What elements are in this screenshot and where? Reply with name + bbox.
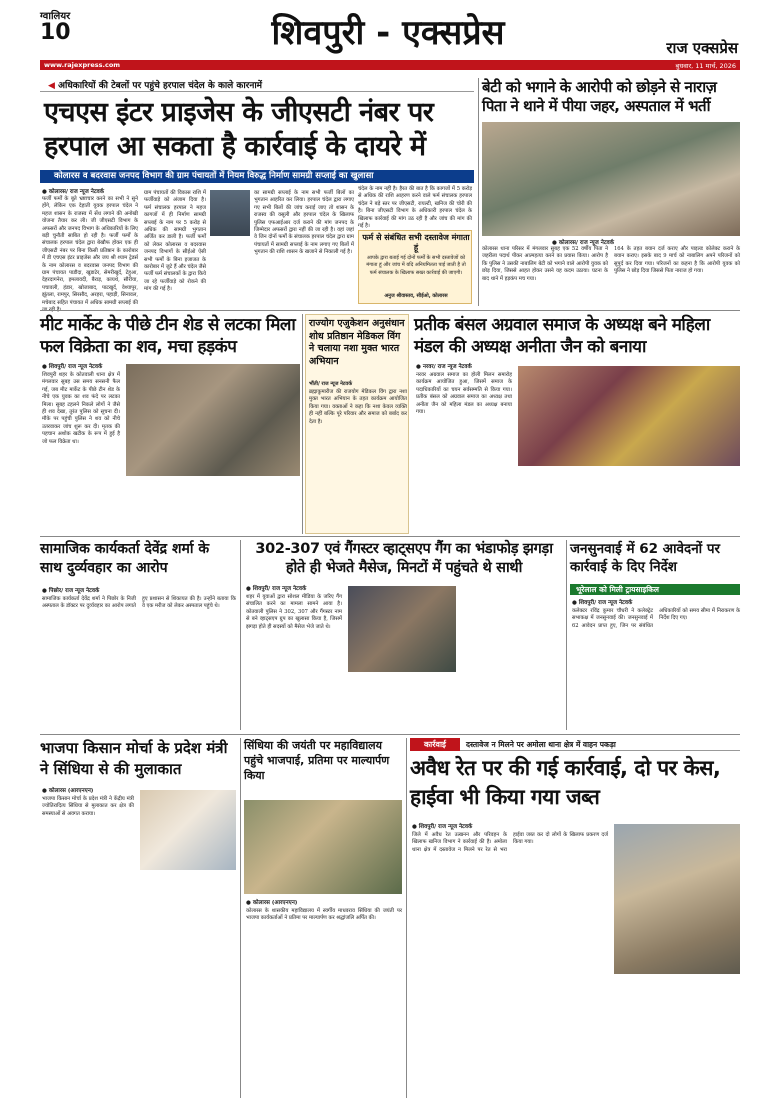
story-father-poison [482, 78, 740, 306]
divider [40, 310, 740, 311]
story2-byline-text: कोलारस/ राज न्यूज नेटवर्क [558, 240, 615, 246]
story7-photo [348, 586, 456, 672]
quote-title: फर्म से संबंधित सभी दस्तावेज मंगाता हूं [362, 233, 470, 252]
story1-body-col3: का सामग्री सप्लाई के नाम सभी फर्जी बिलों का भुगतान आहरित कर लिया। हरपाल चंदेल द्वारा लगाए गए सभी बिलों की जांच कराई जाए तो शासन के राजस्व की वसूली और हरपाल चंदेल के खिलाफ पुलिस एफआईआर दर्ज कराने की मांग जनपद के जिम्मेदार अफसरों द्वारा नहीं की जा रही है। वहां जहां वे जिन दोनों फर्मों के संचालक हरपाल चंदेल द्वारा ग्राम पंचायतों में सामग्री सप्लाई के नाम लगाए गए बिलों में भुगतान की राशि शासन के खजाने से निकाली गई है। [254, 190, 354, 256]
pin-icon: ● [42, 364, 49, 370]
story2-headline: बेटी को भगाने के आरोपी को छोड़ने से नाराज़ पिता ने थाने में पीया जहर, अस्पताल में भर्ती [482, 78, 717, 115]
story9-byline [42, 786, 142, 794]
masthead-title: शिवपुरी - एक्सप्रेस [271, 13, 505, 53]
story10-byline [246, 898, 346, 906]
story4-body: ब्रह्माकुमारीज की राजयोग मेडिकल विंग द्वारा नशा मुक्त भारत अभियान के तहत कार्यक्रम आयोजित किया गया। वक्ताओं ने कहा कि नशा केवल व्यक्ति ही नहीं बल्कि पूरे परिवार और समाज को बर्बाद कर देता है। [309, 389, 407, 425]
story7-byline [246, 584, 346, 592]
story11-kicker: दस्तावेज न मिलने पर अमोला थाना क्षेत्र में वाहन पकड़ा [466, 740, 616, 749]
pin-icon: ● [42, 588, 49, 594]
pin-icon: ● [246, 586, 253, 592]
story8-subbar: भूरेलाल को मिली ट्रायसाइकिल [570, 584, 740, 595]
story4-byline: भौंती/ राज न्यूज नेटवर्क [309, 381, 353, 387]
issue-date: बुधवार, 11 मार्च, 2026 [675, 62, 736, 70]
divider [240, 738, 241, 1098]
story3-body: शिवपुरी शहर के कोतवाली थाना क्षेत्र में मंगलवार सुबह उस समय सनसनी फैल गई, जब मीट मार्केट के पीछे टीन शेड के नीचे एक युवक का शव फंदे पर लटका मिला। सुबह टहलने निकले लोगों ने जैसे ही शव देखा, तुरंत पुलिस को सूचना दी। मौके पर पहुंची पुलिस ने शव को नीचे उतरवाकर जांच शुरू कर दी। मृतक की पहचान अशोक खटीक के रूप में हुई है जो फल विक्रेता था। [42, 372, 120, 445]
story1-body-col1: फर्जी फर्मों के बूते भ्रष्टाचार करने का सभी ने सुने होंगे, लेकिन एक देहाती युवक हरपाल चंदेल ने महज शासन के राजस्व में सेंध लगाने की अनोखी योजना तैयार कर ली। जी जीएसटी विभाग के अफसरों और जनपद विभाग के अधिकारियों के लिए बड़ी चुनौती साबित हो रही है। फर्जी फर्मों के संचालक हरपाल चंदेल द्वारा बेखौफ होकर एक ही जीएसटी नंबर पर बिना किसी प्रतिष्ठान के कारोबार में डी एचएस इंटर प्राइजेस और जय श्री श्याम ट्रेडर्स के नाम कोलारस व बदरवास जनपद विभाग की ग्राम पंचायत पाडौदा, खुडाटेर, सेमरीखुर्द, टेहुआ, देहरदागनेरा, इमलावदी, बैराड़, कायथे, सौरीया, पचावली, हंडार, खोजाबाद, पाटखुर्द, वेश्यापुर, झूंतला, रामपुर, सिरसौद, अरहरा, पहाड़ी, सिनावल, मचेबाद सहित पंचायत में अधिक सामग्री सप्लाई की [42, 196, 138, 306]
story1-byline-text: कोलारस/ राज न्यूज नेटवर्क [48, 189, 105, 195]
story11-kicker-bar [410, 738, 740, 751]
pin-icon: ● [246, 900, 253, 906]
divider [478, 78, 479, 306]
page-number: 10 [40, 20, 71, 45]
divider [240, 540, 241, 730]
pin-icon: ● [42, 189, 49, 195]
story-nasha-mukt [305, 314, 409, 534]
story8-byline [572, 598, 692, 606]
story9-body: भाजपा किसान मोर्चा के प्रदेश मंत्री ने केंद्रीय मंत्री ज्योतिरादित्य सिंधिया से मुलाकात कर क्षेत्र की समस्याओं से अवगत कराया। [42, 796, 134, 817]
story1-portrait [210, 190, 250, 236]
story10-byline-text: कोलारस (आरएनएन) [252, 900, 298, 906]
story1-byline [42, 187, 142, 195]
story5-byline-text: नरवर/ राज न्यूज नेटवर्क [422, 364, 472, 370]
story6-byline [42, 586, 142, 594]
divider [40, 734, 740, 735]
story11-headline: अवैध रेत पर की गई कार्रवाई, दो पर केस, हाईवा भी किया गया जब्त [410, 756, 721, 809]
story-illegal-sand [410, 738, 740, 1098]
divider [302, 314, 303, 534]
divider [406, 738, 407, 1098]
pin-icon: ● [416, 364, 423, 370]
story-gst-firm [40, 78, 474, 306]
divider [40, 536, 740, 537]
story1-kicker [40, 78, 474, 92]
story1-subhead: कोलारस व बदरवास जनपद विभाग की ग्राम पंचायतों में नियम विरुद्ध निर्माण सामग्री सप्लाई का खुलासा [40, 170, 474, 183]
pin-icon: ● [552, 240, 559, 246]
website[interactable]: www.rajexpress.com [44, 61, 121, 69]
story7-body: शहर में युवाओं द्वारा सोशल मीडिया के जरिए गैंग संचालित करने का मामला सामने आया है। कोतवाली पुलिस ने 302, 307 और गैंगस्टर नाम से बने व्हाट्सएप ग्रुप का खुलासा किया है, जिसमें झगड़ा होते ही सदस्यों को मैसेज भेजे जाते थे। [246, 594, 342, 630]
story7-headline: 302-307 एवं गैंगस्टर व्हाट्सएप गैंग का भंडाफोड़ झगड़ा होते ही भेजते मैसेज, मिनटों में पहुंचते थे साथी [255, 541, 553, 576]
story10-headline: सिंधिया की जयंती पर महाविद्यालय पहुंचे भाजपाई, प्रतिमा पर माल्यार्पण किया [244, 739, 390, 782]
story2-body-col1: कोलारस थाना परिसर में मंगलवार सुबह एक 52 वर्षीय पिता ने जहरीला पदार्थ पीकर आत्महत्या करने का प्रयास किया। आरोप है कि पुलिस ने उसकी नाबालिग बेटी को भगाने वाले आरोपी युवक को छोड़ दिया, जिससे आहत होकर उसने यह कदम उठाया। घटना के बाद थाने में हड़कंप मच गया। [482, 246, 608, 282]
story11-byline [412, 822, 512, 830]
story6-body: सामाजिक कार्यकर्ता देवेंद्र शर्मा ने पिछोर के निजी अस्पताल के डॉक्टर पर दुर्व्यवहार का आरोप लगाते हुए प्रशासन से शिकायत की है। उन्होंने बताया कि वे एक मरीज को लेकर अस्पताल पहुंचे थे। [42, 596, 236, 610]
story11-byline-text: शिवपुरी/ राज न्यूज नेटवर्क [418, 824, 473, 830]
story1-body-col2: ग्राम पंचायतों की विकास राशि में फर्जीवाड़े को अंजाम दिया है। फर्म संचालक हरपाल ने महज कागजों में ही निर्माण सामग्री सप्लाई के नाम पर 5 करोड़ से अधिक की सामग्री भुगतान अर्जित कर डाली है। फर्जी फर्मों को लेकर कोलारस व बदरवास जनपद विभागों के सीईओ ऐसी सभी फर्मों के बिना इजाजत के कारोबार में जुटे हैं और चंदेल जैसे फर्जी फर्म संचालकों के द्वारा किये जा रहे फर्जीवाड़े को रोकने की मांग की गई है। [144, 190, 206, 293]
story1-kicker-text: अधिकारियों की टेबलों पर पहुंचे हरपाल चंदेल के काले कारनामें [58, 81, 263, 91]
story-meat-market [40, 314, 300, 534]
brand-name: राज एक्सप्रेस [666, 39, 738, 57]
story5-headline: प्रतीक बंसल अग्रवाल समाज के अध्यक्ष बने महिला मंडल की अध्यक्ष अनीता जैन को बनाया [414, 315, 710, 357]
story3-headline: मीट मार्केट के पीछे टीन शेड से लटका मिला फल विक्रेता का शव, मचा हड़कंप [40, 315, 296, 357]
story10-body: कोलारस के शासकीय महाविद्यालय में स्वर्गीय माधवराव सिंधिया की जयंती पर भाजपा कार्यकर्ताओं ने प्रतिमा पर माल्यार्पण कर श्रद्धांजलि अर्पित की। [246, 908, 402, 922]
story8-headline: जनसुनवाई में 62 आवेदनों पर कार्रवाई के दिए निर्देश [570, 541, 721, 575]
arrow-icon: ◀ [48, 81, 59, 91]
story9-headline: भाजपा किसान मोर्चा के प्रदेश मंत्री ने सिंधिया से की मुलाकात [40, 739, 228, 778]
story2-body-col2: 164 के तहत बयान दर्ज कराए और पाइल्ड कोलेक्ट कराने के बयान कराए। इसके बाद 9 मार्च को नाबालिग अपने परिजनों को सुपुर्द कर दिया गया। परिजनों का कहना है कि आरोपी युवक को पुलिस ने छोड़ दिया जिससे पिता नाराज हो गया। [614, 246, 740, 275]
story2-byline [552, 238, 672, 246]
divider [566, 540, 567, 730]
quote-author: अनुज श्रीवास्तव, सीईओ, कोलारस [384, 293, 448, 299]
story2-photo [482, 122, 740, 236]
pin-icon: ● [412, 824, 419, 830]
story5-byline [416, 362, 516, 370]
story8-byline-text: शिवपुरी/ राज न्यूज नेटवर्क [578, 600, 633, 606]
story8-body: कलेक्टर रविंद्र कुमार चौधरी ने कलेक्ट्रेट सभाकक्ष में जनसुनवाई की। जनसुनवाई में 62 आवेदन प्राप्त हुए, जिन पर संबंधित अधिकारियों को समय सीमा में निराकरण के निर्देश दिए गए। [572, 608, 740, 629]
story-jansunvai [570, 540, 740, 730]
story9-photo [140, 790, 236, 870]
story4-headline: राज्योग एजुकेशन अनुसंधान शोध प्रतिष्ठान मेडिकल विंग ने चलाया नशा मुक्त भारत अभियान [309, 318, 405, 367]
story-kisan-morcha [40, 738, 236, 1098]
story-scindia-jayanti [244, 738, 402, 1098]
story6-byline-text: पिछोर/ राज न्यूज नेटवर्क [48, 588, 100, 594]
story-whatsapp-gang [244, 540, 564, 730]
story3-byline-text: शिवपुरी/ राज न्यूज नेटवर्क [48, 364, 103, 370]
story5-photo [518, 366, 740, 466]
story9-byline-text: कोलारस (आरएनएन) [48, 788, 94, 794]
story11-body: जिले में अवैध रेत उत्खनन और परिवहन के खिलाफ खनिज विभाग ने कार्रवाई की है। अमोला थाना क्षेत्र में दस्तावेज न मिलने पर रेत से भरा हाईवा जब्त कर दो लोगों के खिलाफ प्रकरण दर्ज किया गया। [412, 832, 608, 853]
story1-quote-box [358, 230, 472, 304]
story1-body-col4: चंदेल के नाम नहीं है। हैरत की बात है कि कागजों में 5 करोड़ से अधिक की राशि आहरण करने वाले फर्म संचालक हरपाल चंदेल ने बड़े स्तर पर जीएसटी, रायल्टी, खनिज की चोरी की है। बिना जीएसटी विभाग के अधिकारी हरपाल चंदेल के खिलाफ कार्रवाई की मांग उठ रही है और जांच की मांग की गई है। [358, 186, 472, 230]
story6-headline: सामाजिक कार्यकर्ता देवेंद्र शर्मा के साथ दुर्व्यवहार का आरोप [40, 541, 210, 576]
city-label: ग्वालियर [40, 11, 71, 22]
story-agrawal-samaj [414, 314, 740, 534]
story1-headline: एचएस इंटर प्राइजेस के जीएसटी नंबर पर हरपाल आ सकता है कार्रवाई के दायरे में [44, 97, 434, 162]
story10-photo [244, 800, 402, 894]
story-devendra-sharma [40, 540, 236, 730]
pin-icon: ● [572, 600, 579, 606]
story3-photo [126, 364, 300, 476]
story11-tag: कार्रवाई [410, 738, 460, 751]
quote-body: आपके द्वारा बताई गई दोनों फर्मों के सभी दस्तावेजों को मंगाता हूं और जांच में यदि अनियमितता पाई जाती है तो फर्म संचालक के खिलाफ सख्त कार्रवाई की जाएगी। [366, 255, 466, 276]
story5-body: नरवर अग्रवाल समाज का होली मिलन समारोह कार्यक्रम आयोजित हुआ, जिसमें समाज के पदाधिकारियों का चयन सर्वसम्मति से किया गया। प्रतीक बंसल को अग्रवाल समाज का अध्यक्ष तथा अनीता जैन को महिला मंडल का अध्यक्ष बनाया गया। [416, 372, 512, 416]
story11-photo [614, 824, 740, 974]
pin-icon: ● [42, 788, 49, 794]
story7-byline-text: शिवपुरी/ राज न्यूज नेटवर्क [252, 586, 307, 592]
